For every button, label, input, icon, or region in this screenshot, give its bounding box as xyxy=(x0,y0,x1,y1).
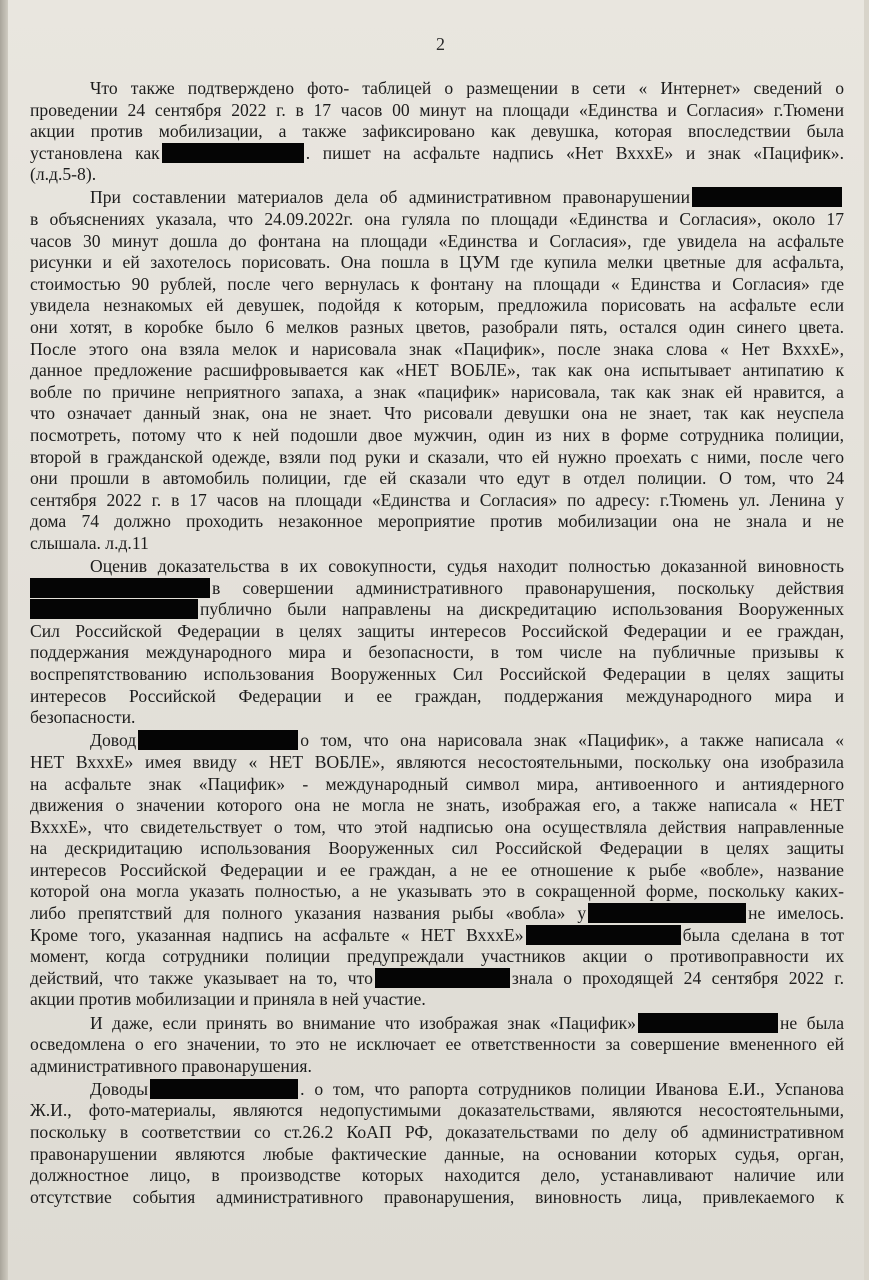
text-line: осведомлена о его значении, то это не исключает ее ответственности за совершение вмененного ей xyxy=(30,1034,844,1055)
document-page xyxy=(8,0,864,1280)
text-line: на дескридитацию использования Вооруженных сил Российской Федерации в целях защиты xyxy=(30,838,844,859)
text-line: рисунки и ей захотелось порисовать. Она пошла в ЦУМ где купила мелки цветные для асфальта, xyxy=(30,252,844,273)
redaction-box xyxy=(638,1013,778,1033)
text-line: интересов Российской Федерации и ее граждан, а не ее отношение к рыбе «вобле», название xyxy=(30,859,844,880)
document-body xyxy=(30,78,844,1210)
text-line: публично были направлены на дискредитацию использования Вооруженных xyxy=(30,599,844,621)
text-line: вобле по причине неприятного запаха, а знак «пацифик» нарисовала, так как знак ей нравится, а xyxy=(30,381,844,402)
redaction-box xyxy=(138,730,298,750)
text-line: (л.д.5-8). xyxy=(30,164,97,185)
text-line: действий, что также указывает на то, что знала о проходящей 24 сентября 2022 г. xyxy=(30,967,844,988)
paragraph-5 xyxy=(30,1013,844,1078)
page-number: 2 xyxy=(436,34,445,54)
text-line: установлена как . пишет на асфальте надпись «Нет ВхххЕ» и знак «Пацифик». xyxy=(30,142,844,163)
text-line: в совершении административного правонарушения, поскольку действия xyxy=(30,578,844,600)
text-line: должностное лицо, в производстве которых находится дело, устанавливают наличие или xyxy=(30,1165,844,1186)
paragraph-6 xyxy=(30,1079,844,1209)
redaction-box xyxy=(375,968,510,988)
text-line: поскольку в соответствии со ст.26.2 КоАП РФ, доказательствами по делу об административном xyxy=(30,1122,844,1142)
redaction-box xyxy=(692,187,842,207)
text-line: Кроме того, указанная надпись на асфальте « НЕТ ВхххЕ» была сделана в тот xyxy=(30,924,844,945)
text-line: что означает данный знак, она не знает. Что рисовали девушки она не знает, так как неуспела xyxy=(30,403,844,424)
text-line: в объяснениях указала, что 24.09.2022г. она гуляла по площади «Единства и Согласия», около 17 xyxy=(30,209,844,230)
text-line: акции против мобилизации, а также зафиксировано как девушка, которая впоследствии была xyxy=(30,121,844,142)
text-line: момент, когда сотрудники полиции предупреждали участников акции о противоправности их xyxy=(30,946,844,967)
redaction-box xyxy=(162,143,304,163)
paragraph-2 xyxy=(30,187,844,554)
redaction-box xyxy=(588,903,746,923)
redaction-box xyxy=(150,1079,298,1099)
text-line: они прошли в автомобиль полиции, где ей сказали что едут в отдел полиции. О том, что 24 xyxy=(30,468,844,489)
text-line: поддержания международного мира и безопасности, в том числе на публичные призывы к xyxy=(30,642,844,663)
text-line: Ж.И., фото-материалы, являются недопустимыми доказательствами, являются несостоятельными, xyxy=(30,1100,844,1121)
text-line: увидела незнакомых ей девушек, подойдя к которым, предложила порисовать на асфальте если xyxy=(30,295,844,316)
text-line: акции против мобилизации и приняла в ней участие. xyxy=(30,989,426,1010)
text-line: сентября 2022 г. в 17 часов на площади «Единства и Согласия» по адресу: г.Тюмень ул. Ленина у xyxy=(30,489,844,510)
text-line: второй в гражданской одежде, взяли под руки и сказали, что ей нужно проехать с ними, после чего xyxy=(30,446,844,467)
text-line: которой она могла указать полностью, а не указывать это в сокращенной форме, поскольку каких- xyxy=(30,881,844,902)
text-line: они хотят, в коробке было 6 мелков разных цветов, разобрали пять, остался один синего цвета. xyxy=(30,317,844,338)
text-line: отсутствие события административного правонарушения, виновность лица, привлекаемого к xyxy=(30,1186,844,1207)
text-line: дома 74 должно проходить незаконное мероприятие против мобилизации она не знала и не xyxy=(30,511,844,532)
text-line: воспрепятствованию использования Вооруженных Сил Российской Федерации в целях защиты xyxy=(30,664,844,685)
text-line: НЕТ ВхххЕ» имея ввиду « НЕТ ВОБЛЕ», являются несостоятельными, поскольку она изобразила xyxy=(30,751,844,772)
text-line: безопасности. xyxy=(30,707,136,728)
text-line: Доводы . о том, что рапорта сотрудников полиции Иванова Е.И., Успанова xyxy=(90,1078,844,1099)
redaction-box xyxy=(526,925,681,945)
text-line: проведении 24 сентября 2022 г. в 17 часов 00 минут на площади «Единства и Согласия» г.Тюмени xyxy=(30,99,844,120)
paragraph-1 xyxy=(30,78,844,186)
text-line: стоимостью 90 рублей, после чего вернулась к фонтану на площади « Единства и Согласия» где xyxy=(30,273,844,294)
text-line: правонарушении являются любые фактические данные, на основании которых судья, орган, xyxy=(30,1143,844,1164)
text-line: слышала. л.д.11 xyxy=(30,532,149,553)
text-line: ВхххЕ», что свидетельствует о том, что этой надписью она осуществляла действия направленные xyxy=(30,816,844,837)
text-line: посмотреть, потому что к ней подошли двое мужчин, один из них в форме сотрудника полиции, xyxy=(30,425,844,445)
text-line: Сил Российской Федерации в целях защиты интересов Российской Федерации и ее граждан, xyxy=(30,620,844,641)
text-line: на асфальте знак «Пацифик» - международный символ мира, антивоенного и антиядерного xyxy=(30,773,844,794)
text-line: При составлении материалов дела об административном правонарушении xyxy=(30,187,844,209)
page-shadow-edge xyxy=(0,0,8,1280)
text-line: Довод о том, что она нарисовала знак «Пацифик», а также написала « xyxy=(90,730,844,751)
redaction-box xyxy=(30,599,198,619)
text-line: После этого она взяла мелок и нарисовала знак «Пацифик», после знака слова « Нет ВхххЕ», xyxy=(30,338,844,359)
text-line: часов 30 минут дошла до фонтана на площади «Единства и Согласия», где увидела на асфальте xyxy=(30,230,844,251)
redaction-box xyxy=(30,578,210,598)
text-line: И даже, если принять во внимание что изображая знак «Пацифик» не была xyxy=(90,1012,845,1033)
text-line: либо препятствий для полного указания названия рыбы «вобла» у не имелось. xyxy=(30,903,844,924)
paragraph-4 xyxy=(30,730,844,1011)
text-line: Что также подтверждено фото- таблицей о размещении в сети « Интернет» сведений о xyxy=(90,78,844,98)
text-line: интересов Российской Федерации и ее граждан, поддержания международного мира и xyxy=(30,685,844,706)
text-line: движения о значении которого она не могла не знать, изображая его, а также написала « НЕТ xyxy=(30,795,844,816)
text-line: Оценив доказательства в их совокупности, судья находит полностью доказанной виновность xyxy=(90,556,844,577)
text-line: данное предложение расшифровывается как «НЕТ ВОБЛЕ», так как она испытывает антипатию к xyxy=(30,360,844,381)
text-line: административного правонарушения. xyxy=(30,1055,312,1076)
paragraph-3 xyxy=(30,556,844,729)
